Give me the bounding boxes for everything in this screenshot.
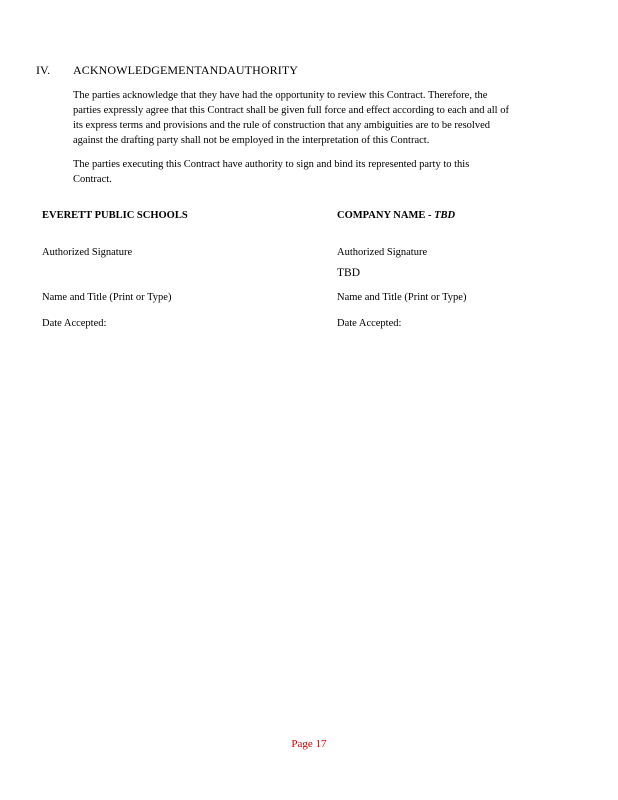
company-name-value: TBD bbox=[434, 210, 456, 221]
left-party-name: EVERETT PUBLIC SCHOOLS bbox=[42, 210, 188, 221]
left-date-accepted-label: Date Accepted: bbox=[42, 318, 107, 329]
section-title: ACKNOWLEDGEMENTANDAUTHORITY bbox=[73, 63, 299, 77]
paragraph-line: Contract. bbox=[73, 174, 112, 185]
paragraph-line: The parties acknowledge that they have had the opportunity to review this Contract. Therefore, the bbox=[73, 90, 488, 101]
paragraph-line: its express terms and provisions and the rule of construction that any ambiguities are to be resolved bbox=[73, 120, 490, 131]
authority-paragraph bbox=[73, 157, 578, 187]
right-authorized-signature-label: Authorized Signature bbox=[337, 247, 428, 258]
paragraph-line: parties expressly agree that this Contract shall be given full force and effect according to each and all of bbox=[73, 105, 509, 116]
right-signer-name: TBD bbox=[337, 267, 360, 279]
acknowledgement-paragraph bbox=[73, 88, 578, 148]
paragraph-line: The parties executing this Contract have authority to sign and bind its represented party to this bbox=[73, 159, 470, 170]
left-authorized-signature-label: Authorized Signature bbox=[42, 247, 133, 258]
page-number-footer: Page 17 bbox=[291, 738, 327, 750]
section-number: IV. bbox=[36, 63, 51, 77]
paragraph-line: against the drafting party shall not be employed in the interpretation of this Contract. bbox=[73, 135, 430, 146]
right-date-accepted-label: Date Accepted: bbox=[337, 318, 402, 329]
company-name-prefix: COMPANY NAME - bbox=[337, 210, 432, 221]
left-name-title-label: Name and Title (Print or Type) bbox=[42, 292, 172, 303]
right-name-title-label: Name and Title (Print or Type) bbox=[337, 292, 467, 303]
right-party-name bbox=[337, 210, 455, 221]
